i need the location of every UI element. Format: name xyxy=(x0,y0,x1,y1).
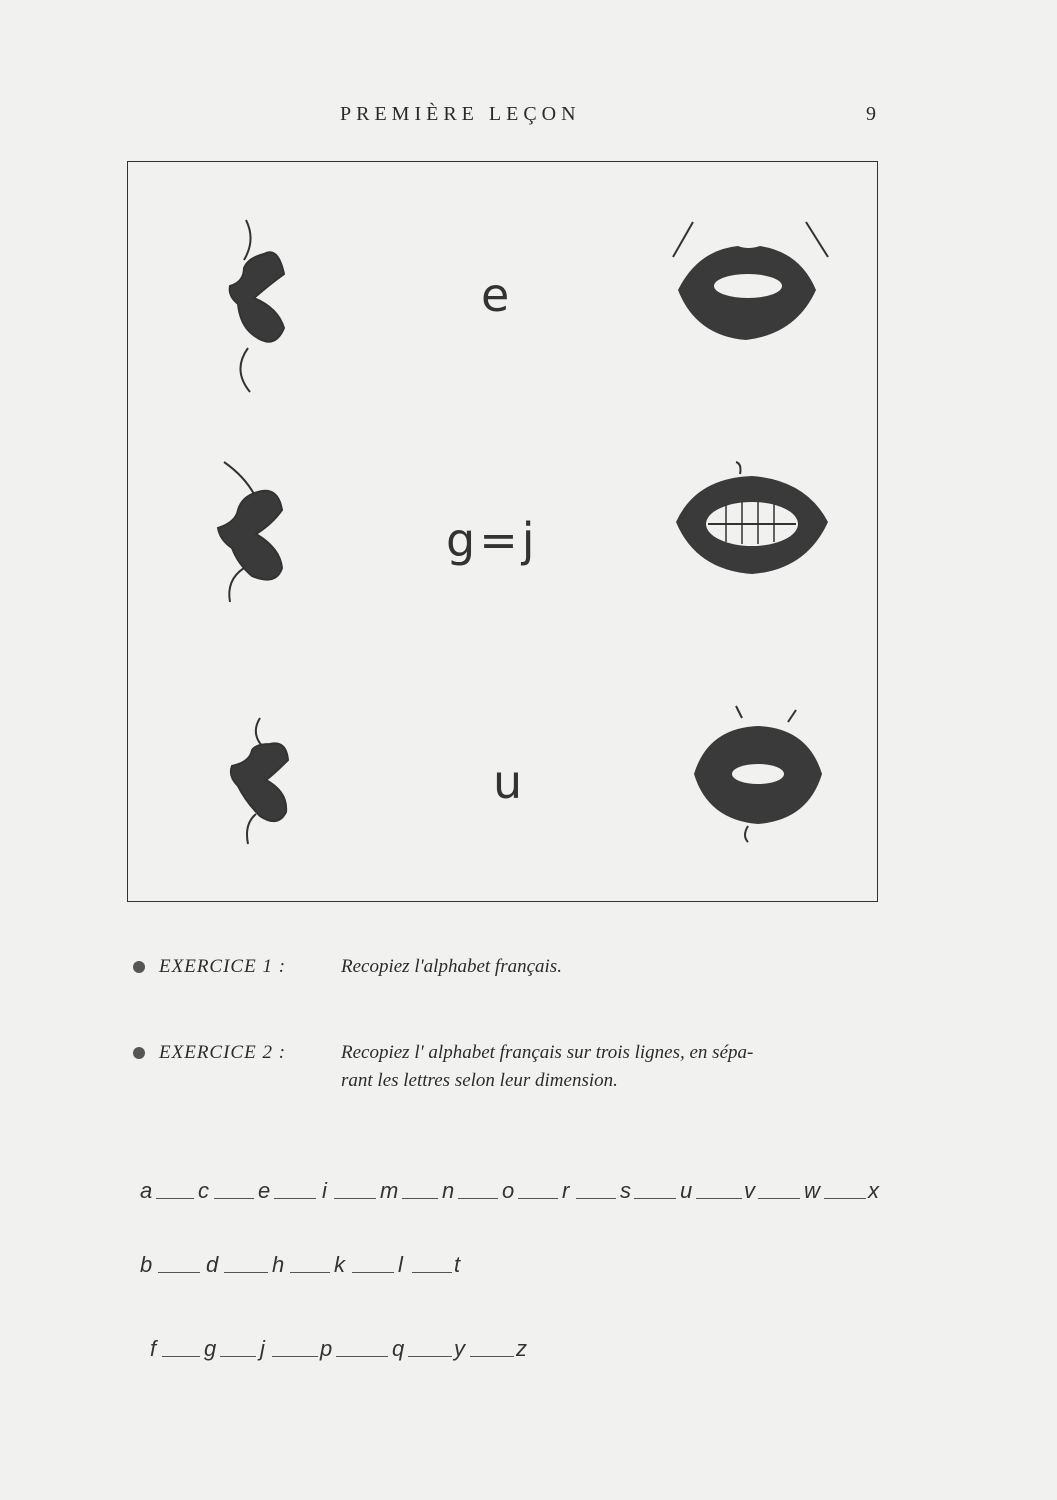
lips-profile-icon-gj xyxy=(218,462,282,602)
separator-line xyxy=(458,1198,498,1199)
lips-front-rounded-icon-u xyxy=(694,706,822,842)
alphabet-letter: p xyxy=(320,1336,333,1361)
alphabet-letter: r xyxy=(562,1178,570,1203)
alphabet-letter: x xyxy=(868,1178,879,1203)
separator-line xyxy=(214,1198,254,1199)
exercise-2-label: EXERCICE 2 : xyxy=(159,1042,287,1063)
separator-line xyxy=(224,1272,268,1273)
separator-line xyxy=(336,1356,388,1357)
lips-profile-icon-u xyxy=(231,718,288,844)
alphabet-letter: q xyxy=(392,1336,405,1361)
separator-line xyxy=(156,1198,194,1199)
alphabet-letter: w xyxy=(804,1178,820,1203)
running-title: PREMIÈRE LEÇON xyxy=(340,103,581,125)
separator-line xyxy=(162,1356,200,1357)
alphabet-letter: i xyxy=(322,1178,327,1203)
lips-profile-icon-e xyxy=(230,220,284,392)
separator-line xyxy=(272,1356,318,1357)
alphabet-letter: d xyxy=(206,1252,219,1277)
alphabet-letter: t xyxy=(454,1252,461,1277)
alphabet-letter: y xyxy=(454,1336,465,1361)
alphabet-letter: l xyxy=(398,1252,403,1277)
vowel-label-gj: g=j xyxy=(446,513,539,567)
alphabet-row-3 xyxy=(140,1336,900,1376)
alphabet-letter: v xyxy=(744,1178,755,1203)
bullet-icon xyxy=(133,961,145,973)
alphabet-letter: f xyxy=(150,1336,157,1361)
exercise-1-label: EXERCICE 1 : xyxy=(159,956,287,977)
alphabet-row-2 xyxy=(140,1252,900,1292)
exercise-2-text-line1: Recopiez l' alphabet français sur trois lignes, en sépa- xyxy=(341,1042,754,1063)
alphabet-row-1 xyxy=(140,1178,900,1218)
exercise-1-text: Recopiez l'alphabet français. xyxy=(341,956,562,977)
exercise-2-text-line2: rant les lettres selon leur dimension. xyxy=(341,1070,618,1091)
vowel-label-e: e xyxy=(481,268,510,322)
alphabet-letter: a xyxy=(140,1178,153,1203)
separator-line xyxy=(220,1356,256,1357)
separator-line xyxy=(696,1198,742,1199)
alphabet-letter: z xyxy=(516,1336,527,1361)
alphabet-letter: o xyxy=(502,1178,515,1203)
alphabet-letter: k xyxy=(334,1252,345,1277)
alphabet-letter: e xyxy=(258,1178,271,1203)
running-head xyxy=(0,103,1057,133)
separator-line xyxy=(824,1198,866,1199)
separator-line xyxy=(334,1198,376,1199)
alphabet-letter: m xyxy=(380,1178,399,1203)
separator-line xyxy=(158,1272,200,1273)
separator-line xyxy=(412,1272,452,1273)
alphabet-letter: c xyxy=(198,1178,209,1203)
alphabet-letter: u xyxy=(680,1178,693,1203)
vowel-label-u: u xyxy=(493,755,523,809)
separator-line xyxy=(274,1198,316,1199)
separator-line xyxy=(402,1198,438,1199)
lips-front-icon-e xyxy=(673,222,828,340)
alphabet-letter: g xyxy=(204,1336,217,1361)
separator-line xyxy=(518,1198,558,1199)
alphabet-letter: j xyxy=(260,1336,265,1361)
alphabet-letter: n xyxy=(442,1178,455,1203)
bullet-icon xyxy=(133,1047,145,1059)
alphabet-letter: h xyxy=(272,1252,285,1277)
separator-line xyxy=(576,1198,616,1199)
pronunciation-figure xyxy=(127,161,878,902)
lips-front-teeth-icon-gj xyxy=(676,462,828,574)
separator-line xyxy=(634,1198,676,1199)
separator-line xyxy=(758,1198,800,1199)
alphabet-letter: s xyxy=(620,1178,631,1203)
separator-line xyxy=(470,1356,514,1357)
alphabet-letter: b xyxy=(140,1252,153,1277)
page-number: 9 xyxy=(866,103,876,125)
separator-line xyxy=(408,1356,452,1357)
separator-line xyxy=(352,1272,394,1273)
separator-line xyxy=(290,1272,330,1273)
